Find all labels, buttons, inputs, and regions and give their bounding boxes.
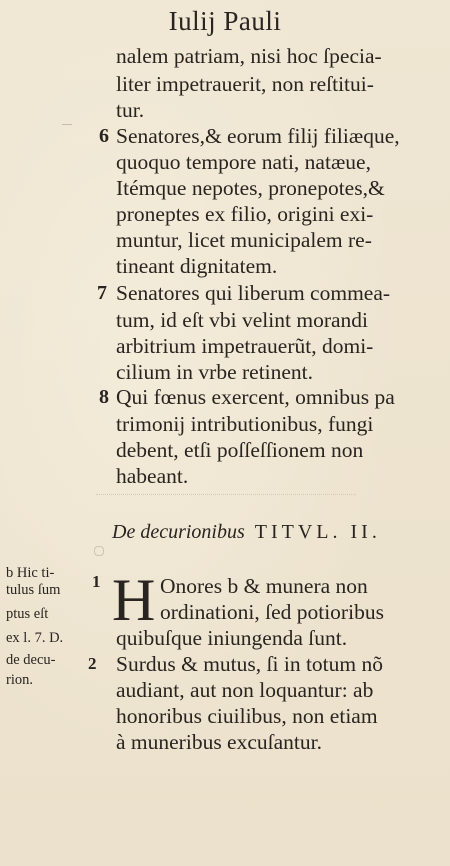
text-line: tur. [116, 98, 145, 122]
drop-cap: H [112, 567, 156, 633]
text-line: honoribus ciuilibus, non etiam [116, 704, 378, 728]
text-line: cilium in vrbe retinent. [116, 360, 314, 384]
paragraph-number: 6 [99, 125, 109, 147]
section-title [112, 521, 381, 544]
text-line: Onores b & munera non [160, 574, 368, 598]
text-line: audiant, aut non loquantur: ab [116, 678, 374, 702]
text-line: tum, id eſt vbi velint morandi [116, 308, 368, 332]
text-line: nalem patriam, nisi hoc ſpecia- [116, 44, 382, 68]
text-line: habeant. [116, 464, 189, 488]
side-note-line: ex l. 7. D. [6, 630, 64, 646]
text-line: Surdus & mutus, ſi in totum nõ [116, 652, 383, 676]
side-note-line: tulus ſum [6, 582, 61, 598]
text-line: muntur, licet municipalem re- [116, 228, 372, 252]
paragraph-number: 7 [97, 282, 107, 304]
text-line: debent, etſi poſſeſſionem non [116, 438, 364, 462]
paragraph-number: 2 [88, 654, 97, 673]
text-line: proneptes ex filio, origini exi- [116, 202, 374, 226]
text-line: Senatores,& eorum filij filiæque, [116, 124, 400, 148]
text-line: à muneribus excuſantur. [116, 730, 322, 754]
text-line: trimonij intributionibus, fungi [116, 412, 374, 436]
text-line: quibuſque iniungenda ſunt. [116, 626, 348, 650]
side-note-line: ptus eſt [6, 606, 49, 622]
section-title-caps: TITVL. II. [254, 521, 381, 543]
text-line: quoquo tempore nati, natæue, [116, 150, 371, 174]
smudge-mark [62, 124, 72, 125]
text-line: arbitrium impetrauerũt, domi- [116, 334, 374, 358]
text-line: tineant dignitatem. [116, 254, 278, 278]
text-line: ordinationi, ſed potioribus [160, 600, 384, 624]
side-note-line: de decu- [6, 652, 56, 668]
text-line: Senatores qui liberum commea- [116, 281, 391, 305]
show-through-mark [96, 494, 356, 495]
text-line: Qui fœnus exercent, omnibus pa [116, 385, 395, 409]
side-note-line: b Hic ti- [6, 565, 55, 581]
section-title-italic: De decurionibus [112, 521, 245, 543]
side-note-line: rion. [6, 672, 33, 688]
text-line: liter impetrauerit, non reſtitui- [116, 72, 374, 96]
paragraph-number: 1 [92, 572, 101, 591]
running-header: Iulij Pauli [168, 6, 282, 36]
text-line: Itémque nepotes, pronepotes,& [116, 176, 385, 200]
smudge-mark [94, 546, 104, 556]
paragraph-number: 8 [99, 386, 109, 408]
